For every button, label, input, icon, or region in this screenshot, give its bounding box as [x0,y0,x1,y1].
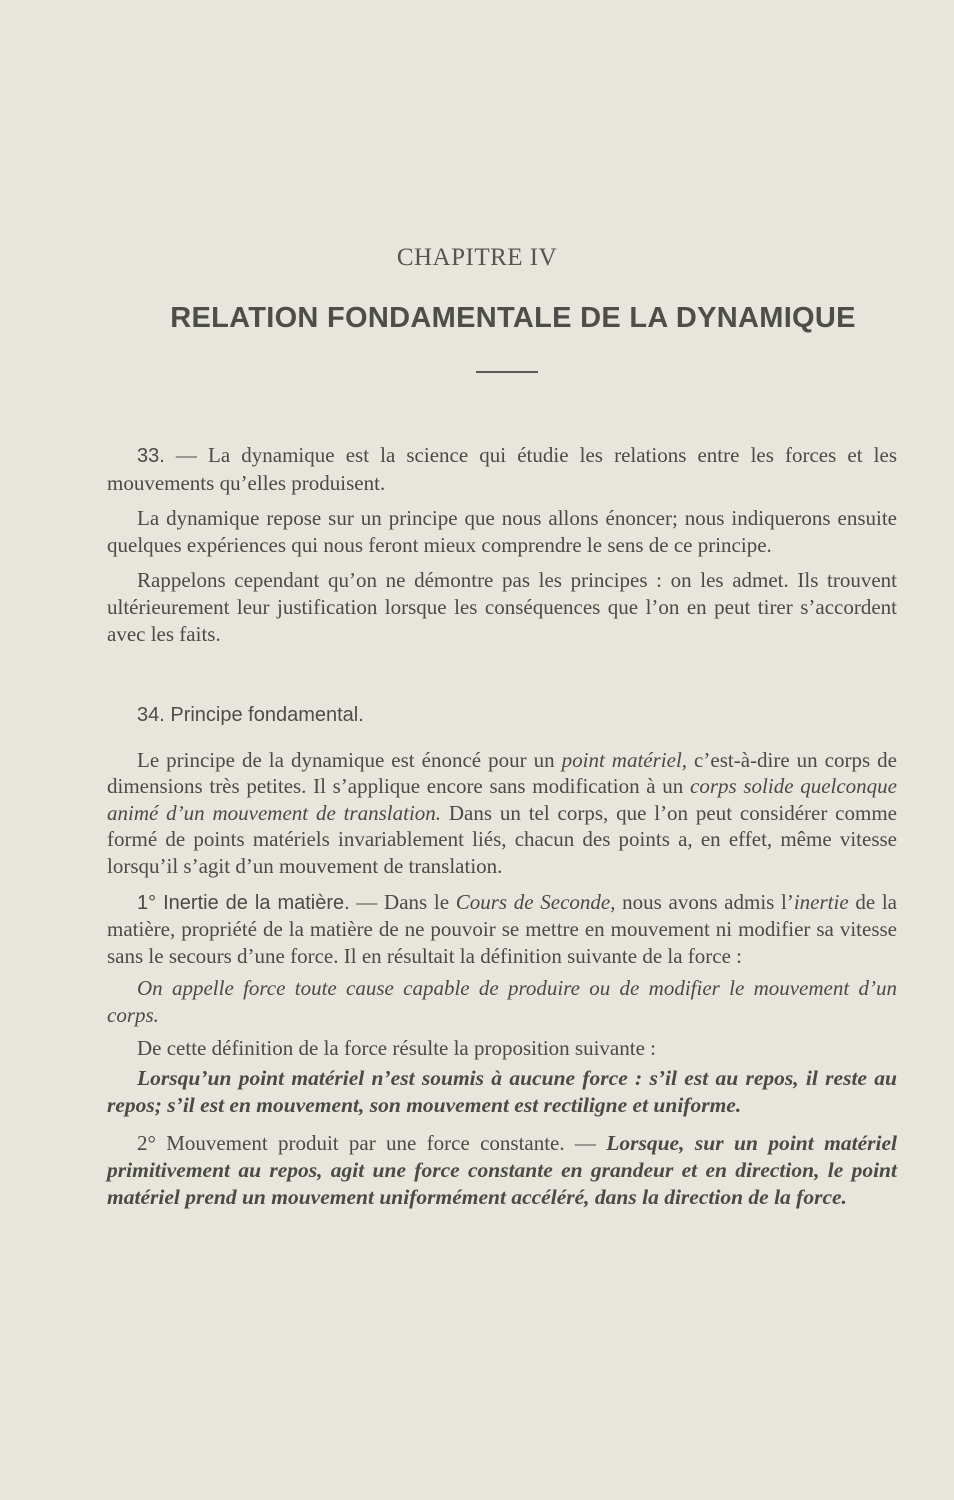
paragraph-33-principle: La dynamique repose sur un principe que nous allons énoncer; nous indiquerons ensuite quelques expériences qui nous feront mieux comprendre le sens de ce principe. [107,506,897,557]
paragraph-inertia: 1° Inertie de la matière. — Dans le Cours de Seconde, nous avons admis l’inertie de la matière, propriété de la matière de ne pouvoir se mettre en mouvement ni modifier sa vitesse sans le secours d’une force. Il en résultait la définition suivante de la force : [107,889,897,968]
law-of-inertia: Lorsqu’un point matériel n’est soumis à aucune force : s’il est au repos, il reste au repos; s’il est en mouvement, son mouvement est rectiligne et uniforme. [107,1066,897,1117]
title-divider [476,371,538,373]
proposition-intro: De cette définition de la force résulte la proposition suivante : [137,1035,656,1060]
section-number-33: 33. [137,445,165,467]
heading-constant-force: 2° Mouvement produit par une force constante. [137,1131,565,1156]
paragraph-33-admission: Rappelons cependant qu’on ne démontre pas les principes : on les admet. Ils trouvent ultérieurement leur justification lorsque les conséquences que l’on en peut tirer s’accordent avec les faits. [107,568,897,646]
section-heading-34: 34. Principe fondamental. [137,704,364,726]
chapter-title: RELATION FONDAMENTALE DE LA DYNAMIQUE [170,302,856,334]
chapter-label: CHAPITRE IV [396,244,558,271]
section-34 [107,702,897,1210]
heading-inertia: 1° Inertie de la matière. [137,891,350,914]
paragraph-33-intro: 33. — La dynamique est la science qui étudie les relations entre les forces et les mouvements qu’elles produisent. [107,443,897,495]
definition-force: On appelle force toute cause capable de produire ou de modifier le mouvement d’un corps. [107,976,897,1027]
section-33 [107,442,897,647]
paragraph-constant-force: 2° Mouvement produit par une force constante. — Lorsque, sur un point matériel primitivement au repos, agit une force constante en grandeur et en direction, le point matériel prend un mouvement uniformément accéléré, dans la direction de la force. [107,1131,897,1209]
paragraph-34-principle: Le principe de la dynamique est énoncé pour un point matériel, c’est-à-dire un corps de dimensions très petites. Il s’applique encore sans modification à un corps solide quelconque animé d’un mouvement de translation. Dans un tel corps, que l’on peut considérer comme formé de points matériels invariablement liés, chacun des points a, en effet, même vitesse lorsqu’il s’agit d’un mouvement de translation. [107,747,897,878]
